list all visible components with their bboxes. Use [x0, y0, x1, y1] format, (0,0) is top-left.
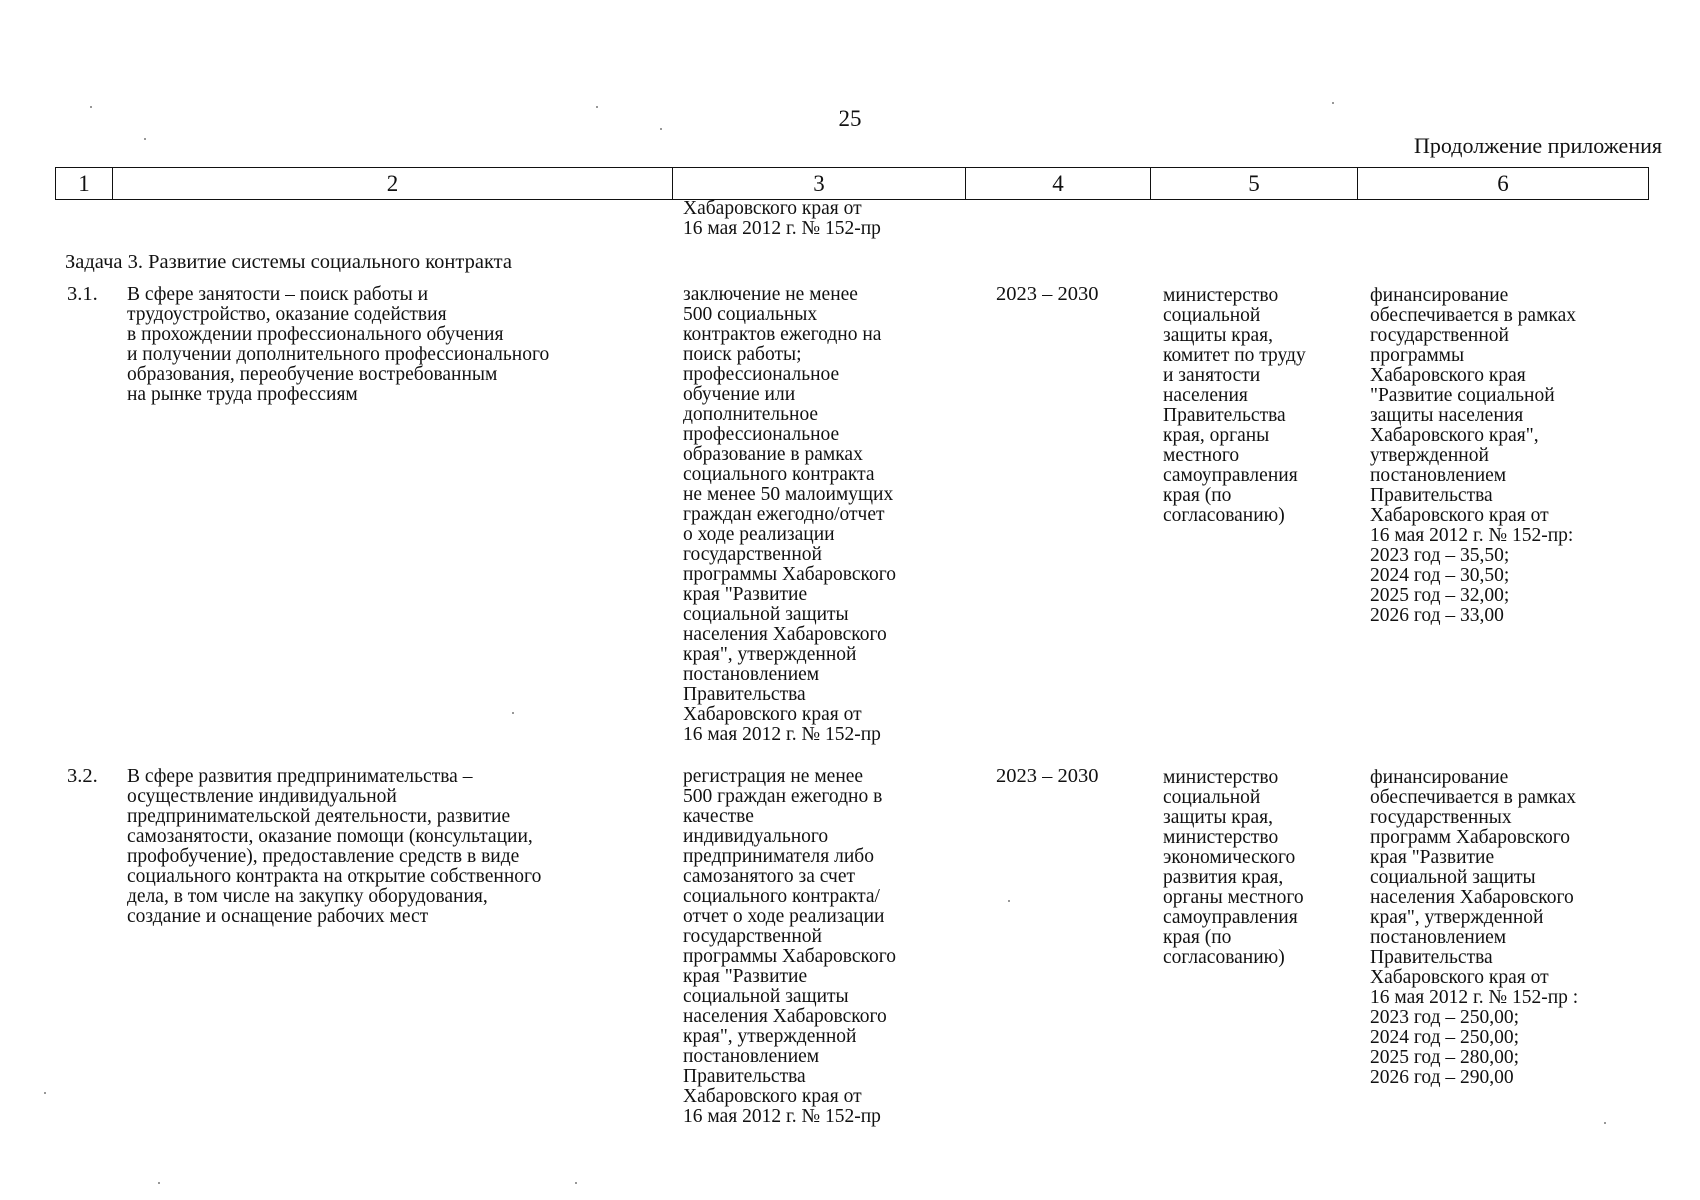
row-funding: финансирование обеспечивается в рамках государственных программ Хабаровского края "Развитие социальной защиты населения Хабаровского края", утвержденной постановлением Правительства Хабаровского края от 16 мая 2012 г. № 152-пр : 2023 год – 250,00; 2024 год – 250,00; 2025 год – 280,00; 2026 год – 290,00 — [1370, 767, 1579, 1088]
header-col-6: 6 — [1358, 168, 1649, 200]
header-col-4: 4 — [966, 168, 1151, 200]
column-number-header — [55, 167, 1649, 200]
page-number: 25 — [838, 106, 862, 131]
row-period: 2023 – 2030 — [996, 283, 1099, 305]
row-result: регистрация не менее 500 граждан ежегодно в качестве индивидуального предпринимателя либо самозанятого за счет социального контракта/ отчет о ходе реализации государственной программы Хабаровского края "Развитие социальной защиты населения Хабаровского края", утвержденной постановлением Правительства Хабаровского края от 16 мая 2012 г. № 152-пр — [683, 766, 897, 1127]
scan-speck — [1008, 900, 1010, 902]
header-col-5: 5 — [1151, 168, 1358, 200]
header-col-3: 3 — [673, 168, 966, 200]
row-measure: В сфере занятости – поиск работы и трудоустройство, оказание содействия в прохождении профессионального обучения и получении дополнительного профессионального образования, переобучение востребованным на рынке труда профессиям — [127, 284, 550, 405]
row-result: заключение не менее 500 социальных контрактов ежегодно на поиск работы; профессиональное обучение или дополнительное профессиональное образование в рамках социального контракта не менее 50 малоимущих граждан ежегодно/отчет о ходе реализации государственной программы Хабаровского края "Развитие социальной защиты населения Хабаровского края", утвержденной постановлением Правительства Хабаровского края от 16 мая 2012 г. № 152-пр — [683, 284, 897, 745]
scan-speck — [512, 712, 514, 714]
scan-speck — [660, 128, 662, 130]
scan-speck — [1604, 1122, 1606, 1124]
scan-speck — [44, 1092, 46, 1094]
continuation-label: Продолжение приложения — [1414, 133, 1662, 158]
scan-speck — [575, 1182, 577, 1184]
scan-speck — [596, 106, 598, 108]
task-title: Задача 3. Развитие системы социального контракта — [65, 251, 512, 273]
header-row — [56, 168, 1649, 200]
carryover-text: Хабаровского края от 16 мая 2012 г. № 152-пр — [683, 198, 881, 239]
header-col-1: 1 — [56, 168, 113, 200]
row-number: 3.1. — [67, 283, 98, 305]
row-executors: министерство социальной защиты края, комитет по труду и занятости населения Правительства края, органы местного самоуправления края (по согласованию) — [1163, 285, 1306, 526]
row-funding: финансирование обеспечивается в рамках государственной программы Хабаровского края "Развитие социальной защиты населения Хабаровского края", утвержденной постановлением Правительства Хабаровского края от 16 мая 2012 г. № 152-пр: 2023 год – 35,50; 2024 год – 30,50; 2025 год – 32,00; 2026 год – 33,00 — [1370, 285, 1576, 626]
row-measure: В сфере развития предпринимательства – осуществление индивидуальной предпринимательской деятельности, развитие самозанятости, оказание помощи (консультации, профобучение), предоставление средств в виде социального контракта на открытие собственного дела, в том числе на закупку оборудования, создание и оснащение рабочих мест — [127, 766, 542, 927]
row-number: 3.2. — [67, 765, 98, 787]
scan-speck — [1332, 102, 1334, 104]
scan-speck — [90, 106, 92, 108]
row-period: 2023 – 2030 — [996, 765, 1099, 787]
header-col-2: 2 — [113, 168, 673, 200]
scan-speck — [144, 138, 146, 140]
row-executors: министерство социальной защиты края, министерство экономического развития края, органы местного самоуправления края (по согласованию) — [1163, 767, 1304, 968]
scan-speck — [158, 1182, 160, 1184]
